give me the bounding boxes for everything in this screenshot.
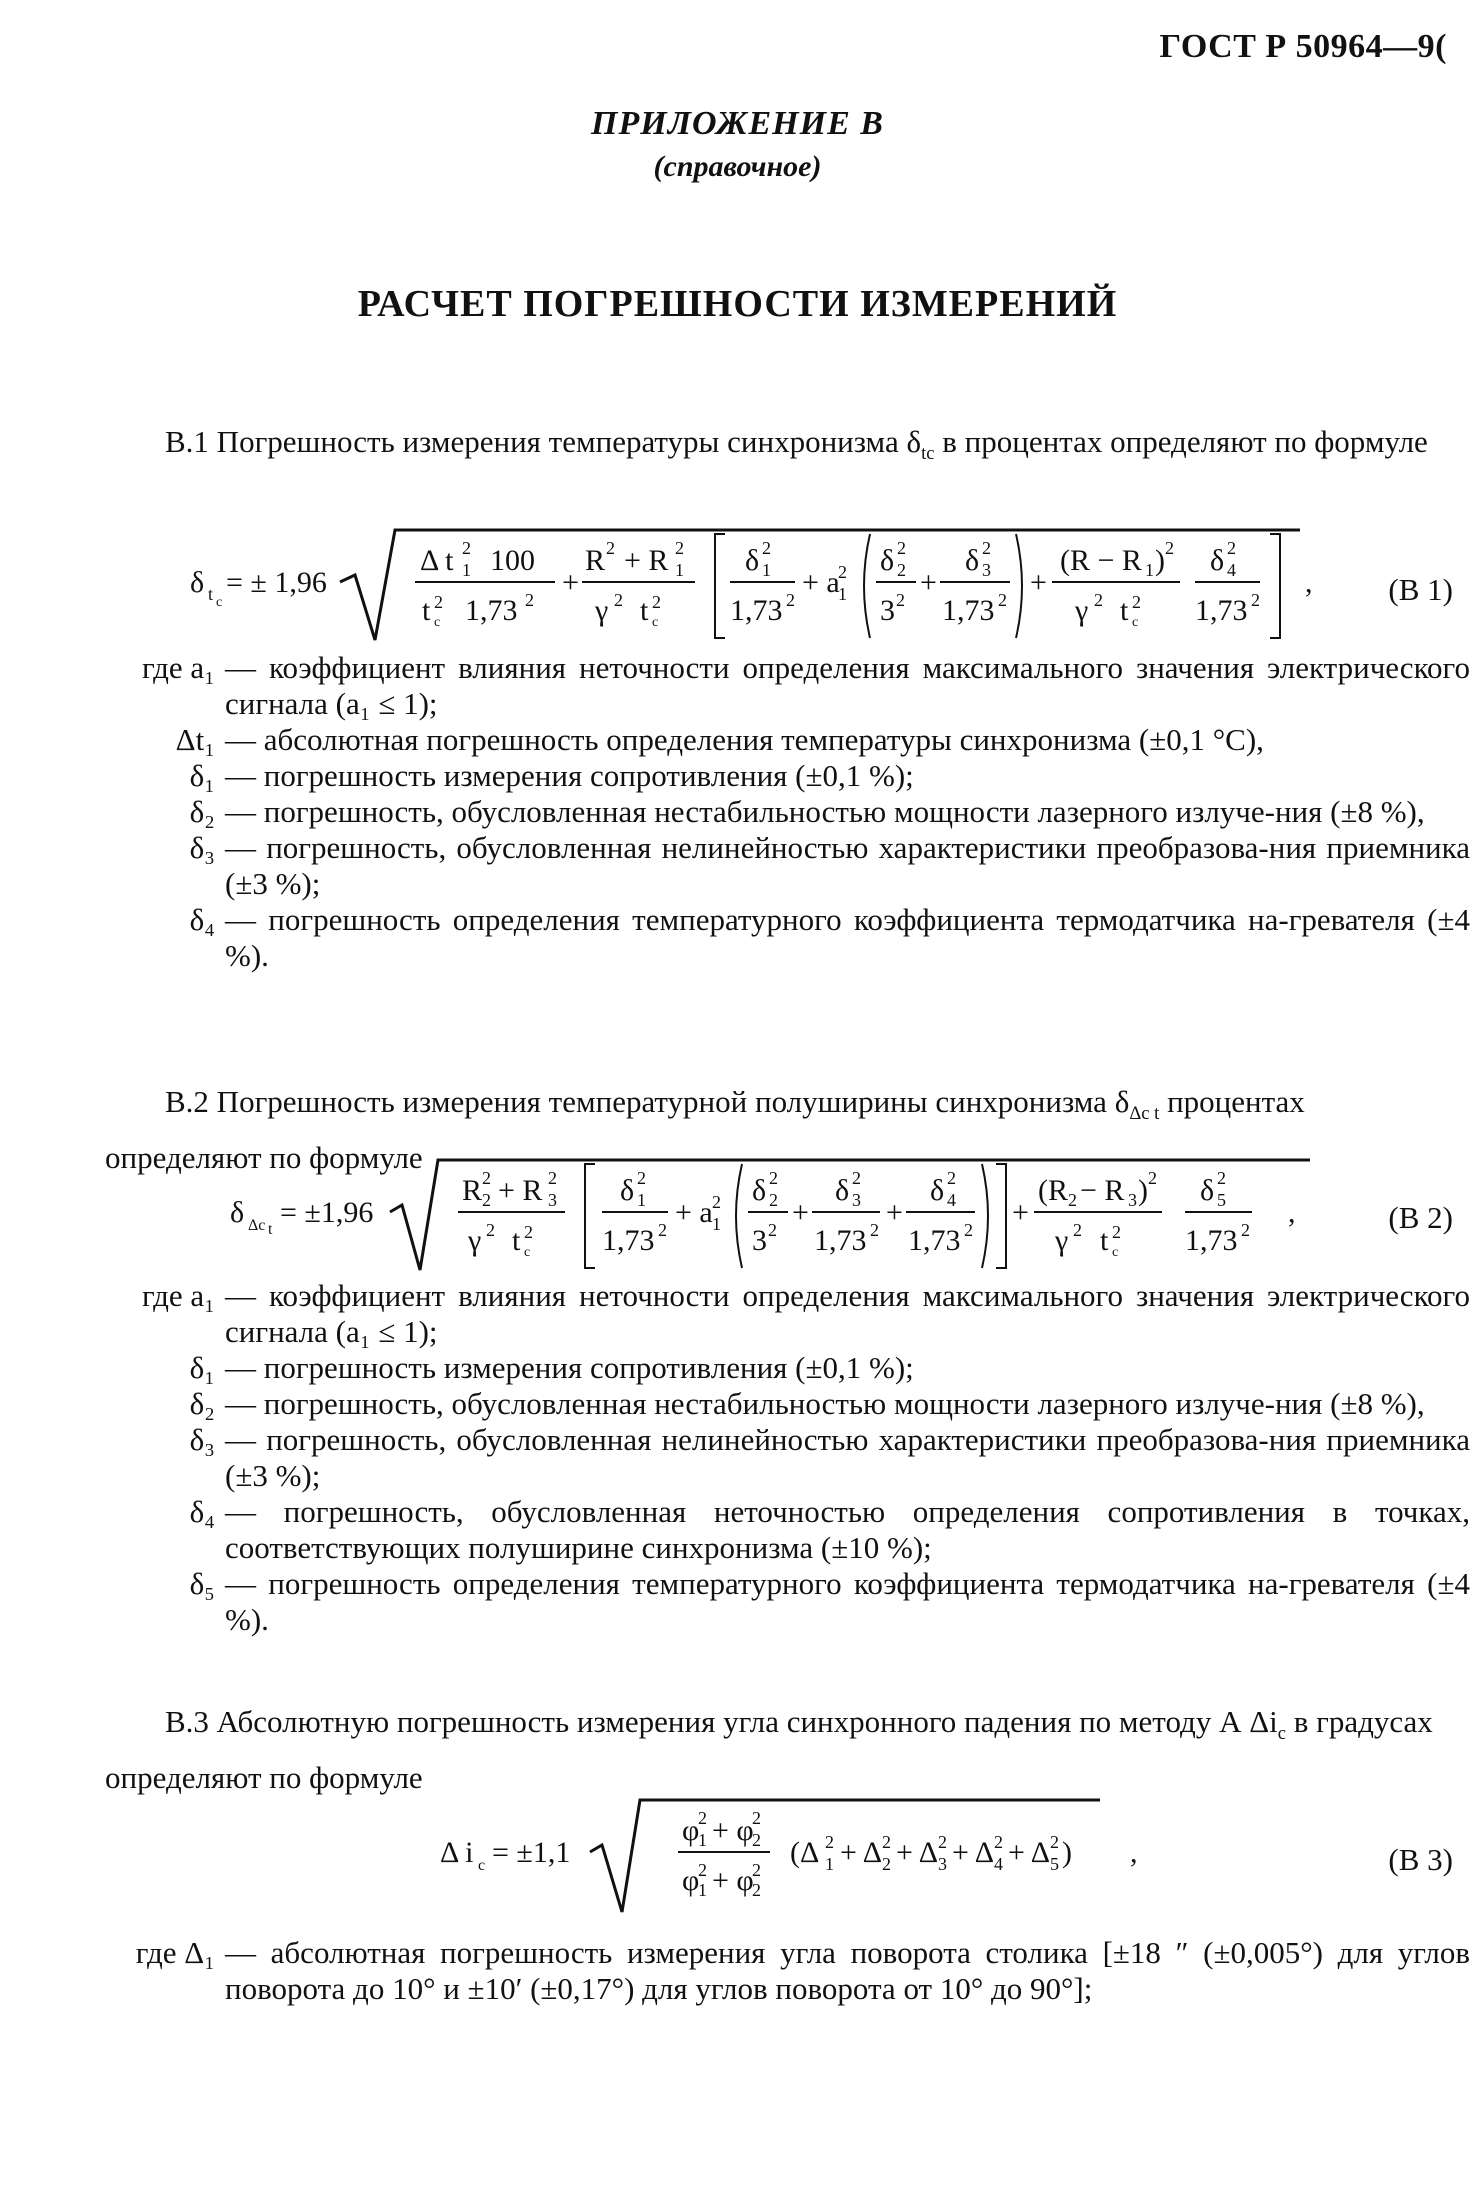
svg-text:2: 2 [1165, 538, 1174, 558]
svg-text:Δ i: Δ i [440, 1836, 474, 1869]
svg-text:+: + [1030, 566, 1047, 599]
svg-text:2: 2 [1148, 1168, 1157, 1188]
def-item: δ₅ — погрешность определения температурного коэффициента термодатчика на-гревателя (±4 %). [189, 1566, 1470, 1637]
svg-text:t: t [268, 1221, 273, 1238]
svg-text:): ) [1155, 544, 1165, 577]
b1-definitions [105, 650, 1470, 974]
svg-text:γ: γ [468, 1224, 482, 1257]
svg-text:2: 2 [1227, 538, 1236, 558]
svg-text:2: 2 [1068, 1190, 1077, 1210]
section-title: РАСЧЕТ ПОГРЕШНОСТИ ИЗМЕРЕНИЙ [357, 283, 1118, 325]
svg-text:1,73: 1,73 [1185, 1224, 1238, 1257]
svg-text:t: t [1120, 594, 1129, 627]
svg-text:2: 2 [870, 1220, 879, 1240]
svg-text:1: 1 [825, 1854, 834, 1874]
def-item: где a₁ — коэффициент влияния неточности определения максимального значения электрического сигнала (a₁ ≤ 1); [141, 650, 1470, 721]
svg-text:− R: − R [1080, 1174, 1125, 1207]
def-item: δ₄ — погрешность определения температурного коэффициента термодатчика на-гревателя (±4 %). [189, 902, 1470, 973]
svg-text:2: 2 [486, 1220, 495, 1240]
svg-text:φ: φ [682, 1864, 700, 1897]
svg-text:2: 2 [525, 590, 534, 610]
svg-text:1: 1 [675, 560, 684, 580]
svg-text:+: + [920, 566, 937, 599]
svg-text:1,73: 1,73 [1195, 594, 1248, 627]
svg-text:4: 4 [1227, 560, 1236, 580]
svg-text:+ R: + R [624, 544, 669, 577]
svg-text:1,73: 1,73 [908, 1224, 961, 1257]
svg-text:(R: (R [1038, 1174, 1068, 1207]
svg-text:2: 2 [852, 1168, 861, 1188]
svg-text:+: + [886, 1196, 903, 1229]
svg-text:2: 2 [482, 1190, 491, 1210]
svg-text:2: 2 [652, 592, 661, 612]
svg-text:2: 2 [698, 1808, 707, 1828]
svg-text:2: 2 [658, 1220, 667, 1240]
svg-text:1: 1 [762, 560, 771, 580]
def-item: δ₃ — погрешность, обусловленная нелинейностью характеристики преобразова-ния приемника (±3 %); [189, 830, 1470, 901]
svg-text:2: 2 [998, 590, 1007, 610]
def-item: δ₃ — погрешность, обусловленная нелинейностью характеристики преобразова-ния приемника (±3 %); [189, 1422, 1470, 1493]
svg-text:1,73: 1,73 [465, 594, 518, 627]
svg-text:5: 5 [1217, 1190, 1226, 1210]
svg-text:4: 4 [947, 1190, 956, 1210]
svg-text:2: 2 [637, 1168, 646, 1188]
def-item: где a₁ — коэффициент влияния неточности определения максимального значения электрического сигнала (a₁ ≤ 1); [141, 1278, 1470, 1349]
formula-b2-number: (В 2) [1388, 1200, 1453, 1235]
svg-text:): ) [1062, 1836, 1072, 1869]
svg-text:,: , [1130, 1836, 1138, 1869]
b3-definitions [105, 1935, 1470, 2007]
svg-text:2: 2 [769, 1190, 778, 1210]
svg-text:+ Δ: + Δ [952, 1836, 995, 1869]
svg-text:2: 2 [1217, 1168, 1226, 1188]
svg-text:2: 2 [548, 1168, 557, 1188]
svg-text:δ: δ [752, 1174, 767, 1207]
svg-text:δ: δ [1210, 544, 1225, 577]
formula-b1 [190, 520, 1330, 650]
svg-text:3: 3 [852, 1190, 861, 1210]
svg-text:): ) [1138, 1174, 1148, 1207]
svg-text:c: c [478, 1857, 486, 1874]
svg-text:3: 3 [752, 1224, 767, 1257]
svg-text:2: 2 [825, 1832, 834, 1852]
svg-text:2: 2 [1050, 1832, 1059, 1852]
svg-text:+: + [792, 1196, 809, 1229]
svg-text:1: 1 [462, 560, 471, 580]
svg-text:2: 2 [1251, 590, 1260, 610]
svg-text:2: 2 [882, 1832, 891, 1852]
svg-text:1,73: 1,73 [730, 594, 783, 627]
svg-text:+ Δ: + Δ [1008, 1836, 1051, 1869]
svg-text:φ: φ [682, 1814, 700, 1847]
svg-text:+ φ: + φ [712, 1814, 754, 1847]
svg-text:1,73: 1,73 [942, 594, 995, 627]
formula-b1-number: (В 1) [1388, 572, 1453, 607]
svg-text:δ: δ [880, 544, 895, 577]
svg-text:2: 2 [882, 1854, 891, 1874]
svg-text:= ± 1,96: = ± 1,96 [226, 566, 327, 599]
svg-text:2: 2 [752, 1860, 761, 1880]
def-item: δ₁ — погрешность измерения сопротивления (±0,1 %); [189, 758, 914, 793]
svg-text:δ: δ [930, 1174, 945, 1207]
svg-text:2: 2 [614, 590, 623, 610]
svg-text:+ R: + R [498, 1174, 543, 1207]
svg-text:+ a: + a [802, 566, 840, 599]
svg-text:Δc: Δc [248, 1217, 266, 1234]
svg-text:c: c [1132, 615, 1139, 630]
def-item: δ₁ — погрешность измерения сопротивления (±0,1 %); [189, 1350, 914, 1385]
svg-text:c: c [652, 615, 659, 630]
svg-text:γ: γ [1075, 594, 1089, 627]
svg-text:δ: δ [745, 544, 760, 577]
svg-text:= ±1,1: = ±1,1 [492, 1836, 571, 1869]
svg-text:2: 2 [896, 590, 905, 610]
svg-text:2: 2 [897, 560, 906, 580]
svg-text:1: 1 [698, 1830, 707, 1850]
svg-text:t: t [640, 594, 649, 627]
svg-text:2: 2 [938, 1832, 947, 1852]
svg-text:2: 2 [994, 1832, 1003, 1852]
svg-text:+ φ: + φ [712, 1864, 754, 1897]
svg-text:δ: δ [965, 544, 980, 577]
svg-text:(Δ: (Δ [790, 1836, 820, 1869]
svg-text:2: 2 [675, 538, 684, 558]
svg-text:5: 5 [1050, 1854, 1059, 1874]
appendix-subtitle: (справочное) [653, 150, 822, 183]
svg-text:+ Δ: + Δ [840, 1836, 883, 1869]
svg-text:R: R [462, 1174, 483, 1207]
svg-text:2: 2 [1094, 590, 1103, 610]
svg-text:(R − R: (R − R [1060, 544, 1142, 577]
svg-text:2: 2 [752, 1830, 761, 1850]
svg-text:δ: δ [620, 1174, 635, 1207]
svg-text:1: 1 [838, 584, 847, 604]
svg-text:1: 1 [698, 1880, 707, 1900]
svg-text:2: 2 [1132, 592, 1141, 612]
svg-text:3: 3 [880, 594, 895, 627]
svg-text:2: 2 [768, 1220, 777, 1240]
svg-text:2: 2 [712, 1192, 721, 1212]
svg-text:δ: δ [230, 1196, 245, 1229]
svg-text:2: 2 [964, 1220, 973, 1240]
svg-text:t: t [512, 1224, 521, 1257]
svg-text:100: 100 [490, 544, 535, 577]
svg-text:3: 3 [938, 1854, 947, 1874]
svg-text:2: 2 [482, 1168, 491, 1188]
appendix-label: ПРИЛОЖЕНИЕ В [591, 105, 884, 142]
svg-text:R: R [585, 544, 606, 577]
def-item: где Δ₁ — абсолютная погрешность измерения угла поворота столика [±18 ″ (±0,005°) для углов поворота до 10° и ±10′ (±0,17°) для углов поворота от 10° до 90°]; [135, 1935, 1470, 2006]
svg-text:2: 2 [752, 1880, 761, 1900]
svg-text:4: 4 [994, 1854, 1003, 1874]
svg-text:3: 3 [548, 1190, 557, 1210]
svg-text:2: 2 [524, 1222, 533, 1242]
svg-text:+: + [1012, 1196, 1029, 1229]
svg-text:δ: δ [835, 1174, 850, 1207]
def-item: δ₄ — погрешность, обусловленная неточностью определения сопротивления в точках, соответствующих полуширине синхронизма (±10 %); [189, 1494, 1470, 1565]
svg-text:2: 2 [762, 538, 771, 558]
svg-text:+ Δ: + Δ [896, 1836, 939, 1869]
svg-text:2: 2 [1112, 1222, 1121, 1242]
svg-text:2: 2 [1073, 1220, 1082, 1240]
formula-b2 [230, 1150, 1330, 1280]
svg-text:2: 2 [606, 538, 615, 558]
svg-text:2: 2 [838, 562, 847, 582]
svg-text:2: 2 [769, 1168, 778, 1188]
svg-text:2: 2 [752, 1808, 761, 1828]
svg-text:,: , [1288, 1196, 1296, 1229]
svg-text:2: 2 [1241, 1220, 1250, 1240]
formula-b3 [440, 1790, 1180, 1920]
svg-text:c: c [524, 1245, 531, 1260]
svg-text:γ: γ [595, 594, 609, 627]
def-item: Δt₁ — абсолютная погрешность определения температуры синхронизма (±0,1 °С), [175, 722, 1264, 757]
svg-text:δ: δ [190, 566, 205, 599]
b1-intro: В.1 Погрешность измерения температуры синхронизма $\delta_{tc}$ в процентах определяют по формуле [165, 424, 1428, 465]
svg-text:1: 1 [712, 1214, 721, 1234]
svg-text:2: 2 [434, 592, 443, 612]
formula-b3-number: (В 3) [1388, 1842, 1453, 1877]
document-code: ГОСТ Р 50964—9( [1159, 28, 1447, 65]
svg-text:3: 3 [1128, 1190, 1137, 1210]
svg-text:2: 2 [698, 1860, 707, 1880]
svg-text:2: 2 [786, 590, 795, 610]
svg-text:2: 2 [982, 538, 991, 558]
b2-intro: В.2 Погрешность измерения температурной полуширины синхронизма $\delta_{\Delta c t}$ процентах определяют по формуле [105, 1084, 1305, 1176]
svg-text:1,73: 1,73 [814, 1224, 867, 1257]
svg-text:2: 2 [462, 538, 471, 558]
svg-text:+: + [562, 566, 579, 599]
svg-text:c: c [1112, 1245, 1119, 1260]
svg-text:c: c [434, 615, 441, 630]
svg-text:2: 2 [897, 538, 906, 558]
b2-definitions [105, 1278, 1470, 1638]
def-item: δ₂ — погрешность, обусловленная нестабильностью мощности лазерного излуче-ния (±8 %), [189, 794, 1425, 829]
svg-text:δ: δ [1200, 1174, 1215, 1207]
svg-text:Δ t: Δ t [420, 544, 454, 577]
svg-text:t: t [422, 594, 431, 627]
svg-text:c: c [216, 595, 223, 610]
svg-text:γ: γ [1055, 1224, 1069, 1257]
svg-text:2: 2 [947, 1168, 956, 1188]
svg-text:1: 1 [1145, 560, 1154, 580]
svg-text:3: 3 [982, 560, 991, 580]
svg-text:t: t [208, 584, 214, 604]
svg-text:= ±1,96: = ±1,96 [280, 1196, 374, 1229]
b3-intro: В.3 Абсолютную погрешность измерения угла синхронного падения по методу А $\Delta i_c$ в градусах определяют по формуле [105, 1704, 1433, 1796]
svg-text:t: t [1100, 1224, 1109, 1257]
def-item: δ₂ — погрешность, обусловленная нестабильностью мощности лазерного излуче-ния (±8 %), [189, 1386, 1425, 1421]
svg-text:1: 1 [637, 1190, 646, 1210]
svg-text:+ a: + a [675, 1196, 713, 1229]
svg-text:1,73: 1,73 [602, 1224, 655, 1257]
svg-text:,: , [1305, 566, 1313, 599]
